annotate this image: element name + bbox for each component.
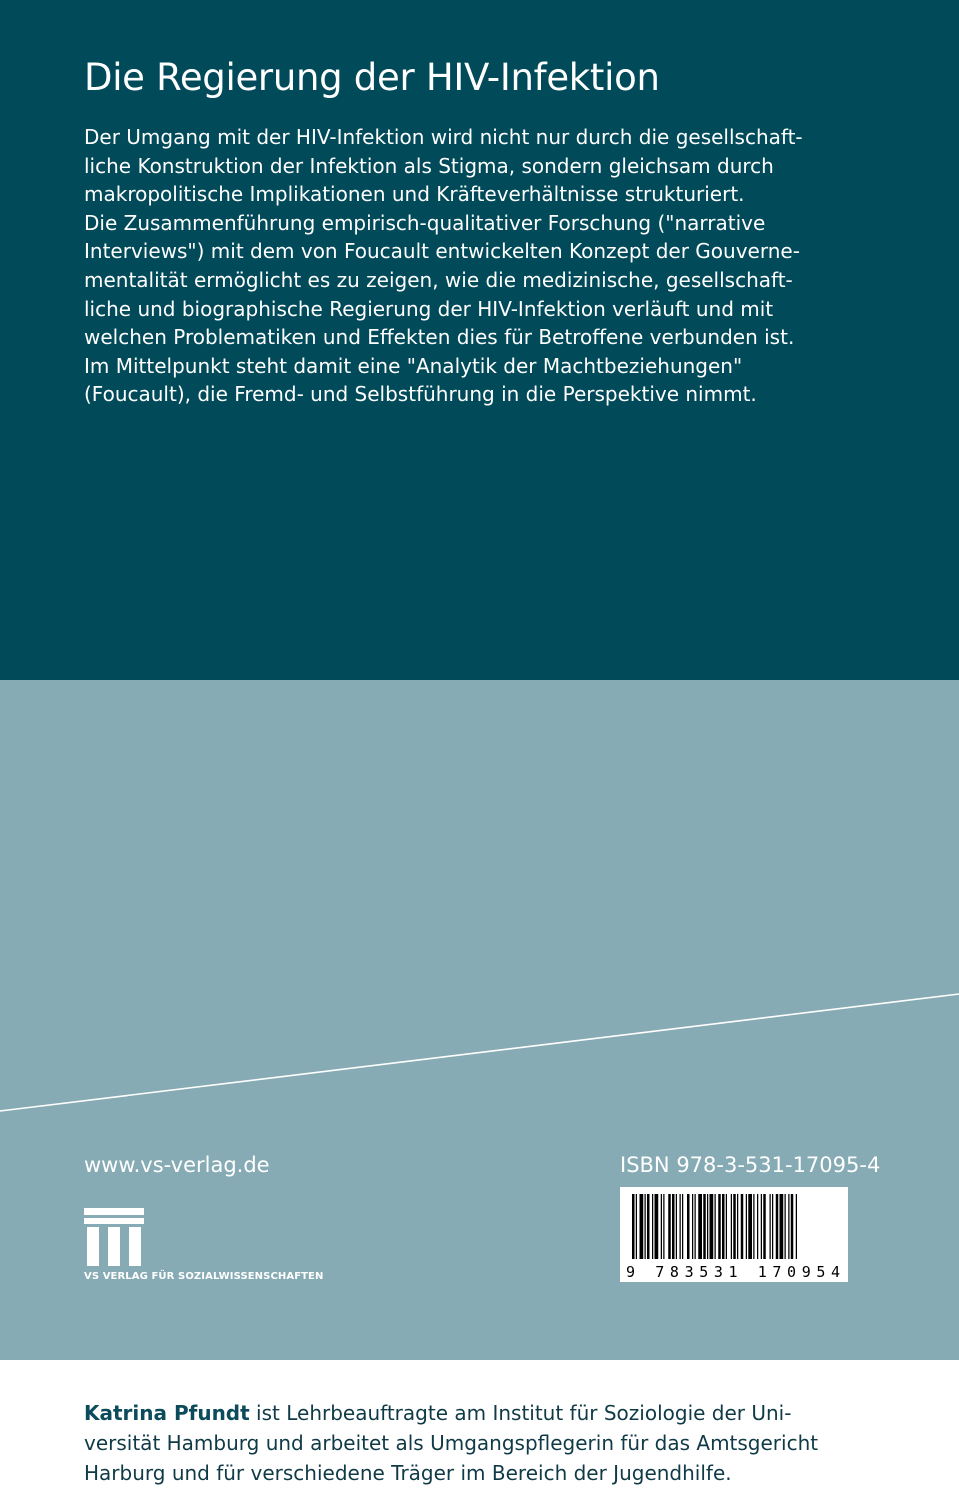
barcode-bar	[652, 1194, 653, 1259]
barcode-bar	[791, 1194, 794, 1259]
barcode-bar	[692, 1194, 693, 1259]
barcode-bar	[676, 1194, 677, 1259]
barcode-bar	[718, 1194, 721, 1259]
description-line: Im Mittelpunkt steht damit eine "Analytik der Machtbeziehungen"	[84, 353, 743, 378]
description-line: Die Zusammenführung empirisch-qualitativer Forschung ("narrative	[84, 210, 766, 235]
barcode-bar	[748, 1194, 752, 1259]
description-line: makropolitische Implikationen und Kräfteverhältnisse strukturiert.	[84, 182, 745, 207]
barcode-bar	[746, 1194, 747, 1259]
barcode-bar	[645, 1194, 646, 1259]
barcode-bar	[698, 1194, 702, 1259]
description-line: mentalität ermöglicht es zu zeigen, wie die medizinische, gesellschaft-	[84, 267, 793, 292]
barcode-bar	[772, 1194, 773, 1259]
description-panel	[0, 0, 959, 680]
barcode-bar	[753, 1194, 754, 1259]
bio-line: versität Hamburg und arbeitet als Umgangspflegerin für das Amtsgericht	[84, 1431, 819, 1455]
barcode-bar	[647, 1194, 650, 1259]
barcode-bar	[663, 1194, 664, 1259]
barcode-bar	[776, 1194, 779, 1259]
barcode-bar	[668, 1194, 671, 1259]
description-line: Interviews") mit dem von Foucault entwickelten Konzept der Gouverne-	[84, 239, 800, 264]
vs-verlag-logo-icon	[84, 1208, 144, 1266]
barcode-bar	[796, 1194, 797, 1259]
barcode-bar	[703, 1194, 706, 1259]
barcode-bar	[788, 1194, 789, 1259]
barcode-bar	[733, 1194, 736, 1259]
bio-first-line-text: ist Lehrbeauftragte am Institut für Soziologie der Uni-	[249, 1401, 792, 1425]
barcode-bar	[687, 1194, 690, 1259]
barcode-bar	[757, 1194, 758, 1259]
bio-line	[84, 1398, 884, 1428]
isbn-number: ISBN 978-3-531-17095-4	[620, 1153, 881, 1177]
barcode-bar	[770, 1194, 771, 1259]
barcode-bar	[780, 1194, 784, 1259]
barcode-bar	[680, 1194, 681, 1259]
author-bio	[84, 1398, 884, 1488]
barcode-bar	[661, 1194, 662, 1259]
publisher-name: VS VERLAG FÜR SOZIALWISSENSCHAFTEN	[84, 1271, 324, 1282]
barcode-digits: 9 783531 170954	[626, 1263, 840, 1281]
barcode-bar	[726, 1194, 727, 1259]
barcode-bar	[737, 1194, 738, 1259]
description-line: welchen Problematiken und Effekten dies für Betroffene verbunden ist.	[84, 325, 795, 350]
barcode-bar	[741, 1194, 744, 1259]
barcode-bar	[785, 1194, 786, 1259]
book-description	[84, 123, 884, 409]
barcode-bar	[640, 1194, 644, 1259]
description-line: Der Umgang mit der HIV-Infektion wird nicht nur durch die gesellschaft-	[84, 125, 803, 149]
barcode-bar	[710, 1194, 714, 1259]
barcode-bar	[682, 1194, 683, 1259]
barcode-bar	[763, 1194, 766, 1259]
barcode-bar	[655, 1194, 659, 1259]
book-title: Die Regierung der HIV-Infektion	[84, 56, 660, 99]
barcode-bar	[707, 1194, 708, 1259]
barcode-bar	[715, 1194, 716, 1259]
description-line: liche und biographische Regierung der HIV-Infektion verläuft und mit	[84, 296, 774, 321]
description-line: liche Konstruktion der Infektion als Stigma, sondern gleichsam durch	[84, 153, 774, 178]
author-name: Katrina Pfundt	[84, 1401, 250, 1425]
barcode-bar	[672, 1194, 675, 1259]
barcode	[620, 1187, 848, 1282]
barcode-icon	[620, 1187, 848, 1282]
barcode-bar	[731, 1194, 732, 1259]
barcode-bar	[761, 1194, 762, 1259]
description-line: (Foucault), die Fremd- und Selbstführung in die Perspektive nimmt.	[84, 382, 757, 407]
barcode-bar	[636, 1194, 637, 1259]
publisher-website: www.vs-verlag.de	[84, 1153, 270, 1177]
barcode-bar	[695, 1194, 696, 1259]
barcode-bar	[722, 1194, 725, 1259]
bio-line: Harburg und für verschiedene Träger im Bereich der Jugendhilfe.	[84, 1461, 732, 1485]
barcode-bar	[632, 1194, 635, 1259]
diagonal-divider-line	[0, 990, 959, 1120]
